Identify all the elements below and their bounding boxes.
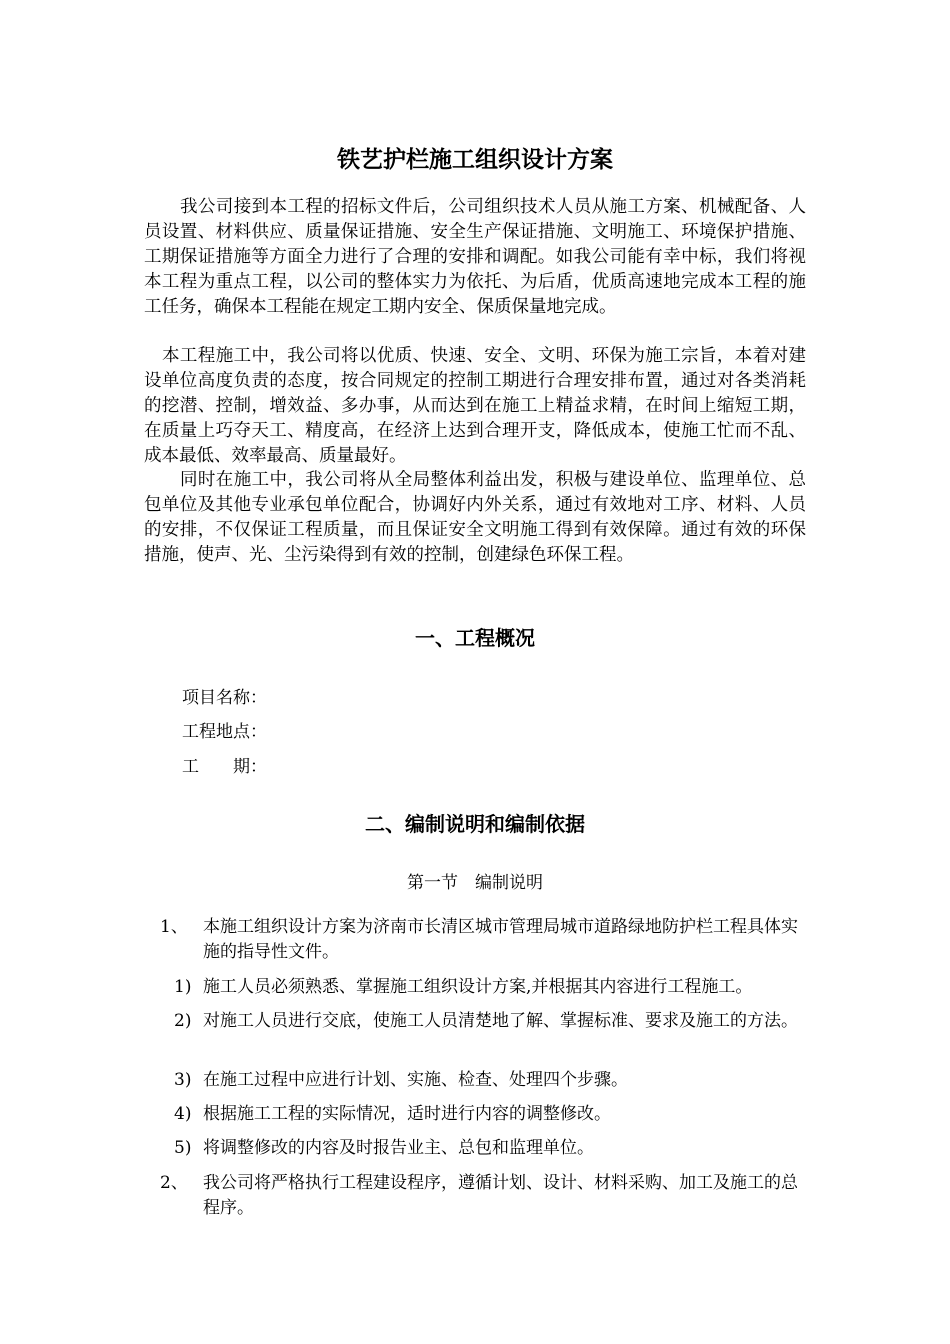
intro-paragraph-3: 同时在施工中，我公司将从全局整体利益出发，积极与建设单位、监理单位、总包单位及其他专业承包单位配合，协调好内外关系，通过有效地对工序、材料、人员的安排，不仅保证工程质量，而且保证安全文明施工得到有效保障。通过有效的环保措施，使声、光、尘污染得到有效的控制，创建绿色环保工程。: [144, 470, 806, 565]
sub-list-item-text: 对施工人员进行交底，使施工人员清楚地了解、掌握标准、要求及施工的方法。: [203, 1011, 798, 1031]
sub-list-item-number: 1): [174, 977, 192, 997]
list-item-text: 本施工组织设计方案为济南市长清区城市管理局城市道路绿地防护栏工程具体实施的指导性文件。: [203, 917, 798, 962]
sub-list-item-number: 5): [174, 1138, 192, 1158]
subsection-heading: 第一节 编制说明: [407, 873, 543, 893]
list-item-text: 我公司将严格执行工程建设程序，遵循计划、设计、材料采购、加工及施工的总程序。: [203, 1173, 798, 1218]
sub-list-item-text: 施工人员必须熟悉、掌握施工组织设计方案,并根据其内容进行工程施工。: [203, 977, 753, 997]
document-title: 铁艺护栏施工组织设计方案: [337, 146, 613, 173]
list-item-number: 1、: [160, 917, 188, 937]
list-item-number: 2、: [160, 1173, 188, 1193]
intro-paragraph-1: 我公司接到本工程的招标文件后，公司组织技术人员从施工方案、机械配备、人员设置、材料供应、质量保证措施、安全生产保证措施、文明施工、环境保护措施、工期保证措施等方面全力进行了合理的安排和调配。如我公司能有幸中标，我们将视本工程为重点工程，以公司的整体实力为依托、为后盾，优质高速地完成本工程的施工任务，确保本工程能在规定工期内安全、保质保量地完成。: [144, 197, 806, 317]
field-project-location: 工程地点：: [182, 722, 267, 742]
sub-list-item-number: 4): [174, 1104, 192, 1124]
field-project-duration: 工 期：: [182, 757, 267, 777]
field-project-name: 项目名称：: [182, 688, 267, 708]
section-heading-compilation: 二、编制说明和编制依据: [365, 812, 585, 836]
section-heading-overview: 一、工程概况: [415, 626, 535, 650]
sub-list-item-number: 2): [174, 1011, 192, 1031]
sub-list-item-text: 根据施工工程的实际情况，适时进行内容的调整修改。: [203, 1104, 611, 1124]
sub-list-item-number: 3): [174, 1070, 192, 1090]
sub-list-item-text: 在施工过程中应进行计划、实施、检查、处理四个步骤。: [203, 1070, 628, 1090]
intro-paragraph-2: 本工程施工中，我公司将以优质、快速、安全、文明、环保为施工宗旨，本着对建设单位高度负责的态度，按合同规定的控制工期进行合理安排布置，通过对各类消耗的挖潜、控制，增效益、多办事，从而达到在施工上精益求精，在时间上缩短工期，在质量上巧夺天工、精度高，在经济上达到合理开支，降低成本，使施工忙而不乱、成本最低、效率最高、质量最好。: [144, 346, 806, 466]
sub-list-item-text: 将调整修改的内容及时报告业主、总包和监理单位。: [203, 1138, 594, 1158]
